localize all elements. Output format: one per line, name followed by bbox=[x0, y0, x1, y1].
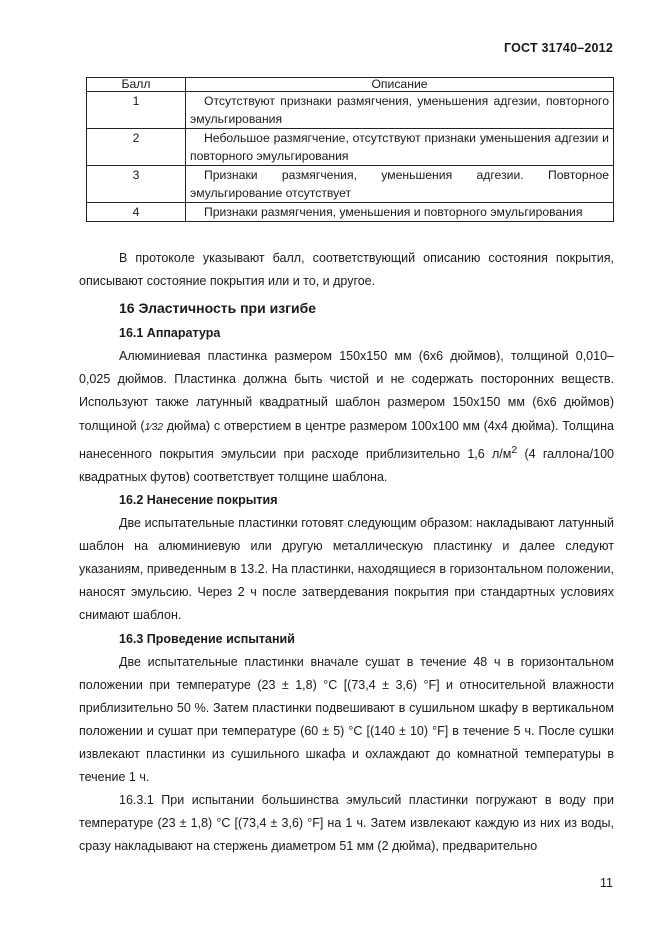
description-cell: Отсутствуют признаки размягчения, уменьшения адгезии, повторного эмульгирования bbox=[186, 92, 614, 129]
grade-cell: 3 bbox=[87, 166, 186, 203]
description-cell: Признаки размягчения, уменьшения и повторного эмульгирования bbox=[186, 203, 614, 222]
apparatus-paragraph bbox=[79, 345, 614, 489]
table-row bbox=[87, 129, 614, 166]
section-16-3-heading: 16.3 Проведение испытаний bbox=[119, 631, 295, 646]
protocol-paragraph: В протоколе указывают балл, соответствующий описанию состояния покрытия, описывают состояние покрытия или и то, и другое. bbox=[79, 251, 614, 289]
coating-paragraph: Две испытательные пластинки готовят следующим образом: накладывают латунный шаблон на алюминиевую или другую металлическую пластинку и далее следуют указаниям, приведенным в 13.2. На пластинки, находящиеся в горизонтальном положении, наносят эмульсию. Через 2 ч после затвердевания покрытия при стандартных условиях снимают шаблон. bbox=[79, 516, 614, 623]
table-row bbox=[87, 92, 614, 129]
standard-header: ГОСТ 31740–2012 bbox=[504, 41, 613, 55]
grade-description-table bbox=[86, 77, 614, 222]
description-column-header: Описание bbox=[186, 78, 614, 92]
grade-cell: 2 bbox=[87, 129, 186, 166]
grade-cell: 1 bbox=[87, 92, 186, 129]
table-header-row bbox=[87, 78, 614, 92]
section-16-1-heading: 16.1 Аппаратура bbox=[119, 326, 221, 341]
testing-paragraph: Две испытательные пластинки вначале сушат в течение 48 ч в горизонтальном положении при температуре (23 ± 1,8) °С [(73,4 ± 3,6) °F] и относительной влажности приблизительно 50 %. Затем пластинки подвешивают в сушильном шкафу в вертикальном положении и сушат при температуре (60 ± 5) °С [(140 ± 10) °F] в течение 5 ч. После сушки извлекают пластинки из сушильного шкафа и охлаждают до комнатной температуры в течение 1 ч. bbox=[79, 654, 614, 785]
section-16-2-heading: 16.2 Нанесение покрытия bbox=[119, 493, 278, 507]
section-16-heading: 16 Эластичность при изгибе bbox=[119, 300, 317, 317]
page-number: 11 bbox=[600, 876, 613, 890]
testing-16-3-1-paragraph: 16.3.1 При испытании большинства эмульсий пластинки погружают в воду при температуре (23 ± 1,8) °С [(73,4 ± 3,6) °F] на 1 ч. Затем извлекают каждую из них из воды, сразу накладывают на стержень диаметром 51 мм (2 дюйма), предварительно bbox=[79, 793, 614, 854]
table-row bbox=[87, 203, 614, 222]
thickness-fraction: 1⁄32 bbox=[144, 421, 163, 433]
grade-column-header: Балл bbox=[87, 78, 186, 92]
description-cell: Небольшое размягчение, отсутствуют признаки уменьшения адгезии и повторного эмульгирования bbox=[186, 129, 614, 166]
squared-superscript: 2 bbox=[511, 444, 518, 456]
table-row bbox=[87, 166, 614, 203]
apparatus-text-a: Алюминиевая пластинка размером 150х150 мм (6х6 дюймов), толщиной 0,010–0,025 дюймов. Пластинка должна быть чистой и не содержать посторонних веществ. Используют также латунный квадратный шаблон размером 150х150 мм (6х6 дюймов) толщиной ( bbox=[79, 349, 614, 433]
grade-cell: 4 bbox=[87, 203, 186, 222]
apparatus-text-c: (4 галлона/100 квадратных футов) соответствует толщине шаблона. bbox=[79, 446, 614, 484]
document-body bbox=[79, 247, 614, 859]
apparatus-text-b: дюйма) с отверстием в центре размером 100х100 мм (4х4 дюйма). Толщина нанесенного покрытия эмульсии при расходе приблизительно 1,6 л/м bbox=[79, 418, 614, 461]
description-cell: Признаки размягчения, уменьшения адгезии. Повторное эмульгирование отсутствует bbox=[186, 166, 614, 203]
